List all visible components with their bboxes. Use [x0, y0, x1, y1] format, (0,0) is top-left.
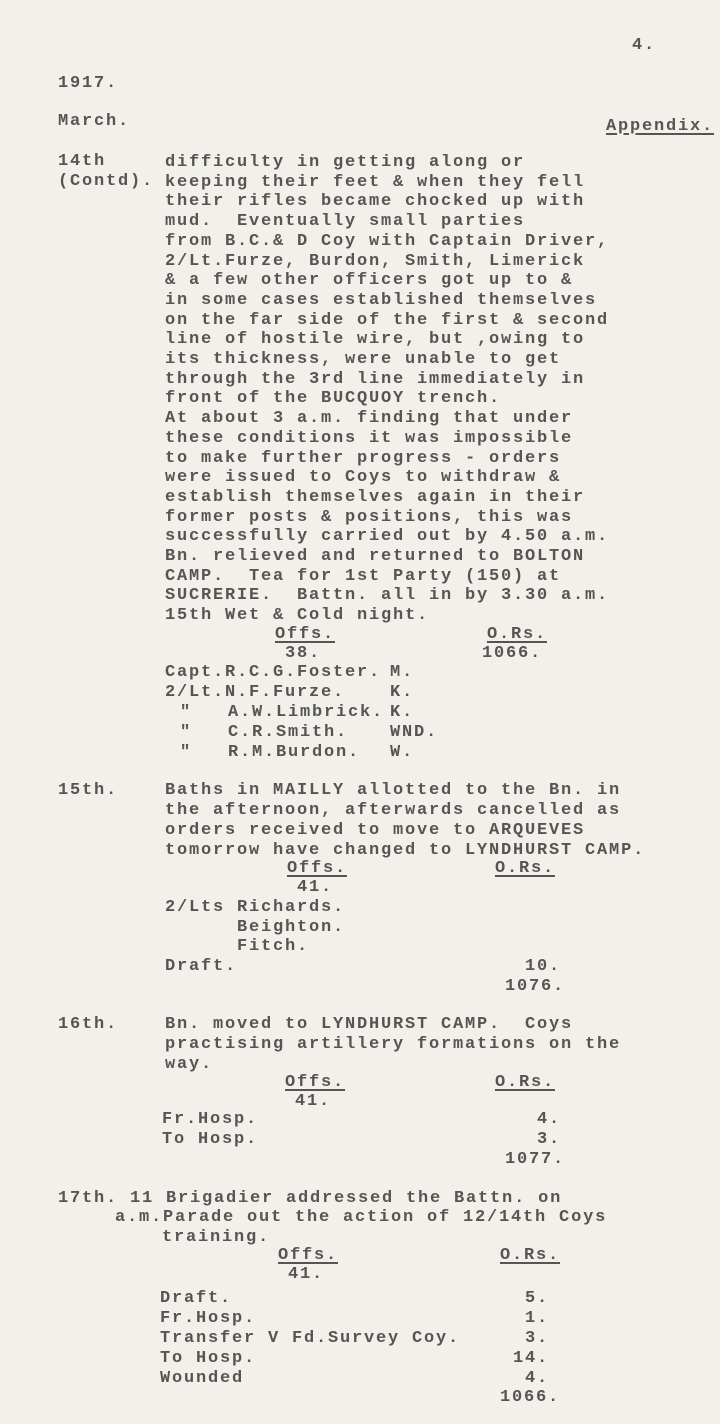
casualty-status: K. [390, 703, 415, 722]
row-value: 4. [537, 1110, 562, 1129]
row-label: To Hosp. [162, 1130, 259, 1149]
entry-line: on the far side of the first & second [165, 310, 610, 330]
casualty-status: M. [390, 663, 415, 682]
entry-line: Baths in MAILLY allotted to the Bn. in [165, 781, 622, 800]
entry-line: tomorrow have changed to LYNDHURST CAMP. [165, 841, 646, 860]
entry-line: At about 3 a.m. finding that under [165, 409, 574, 429]
month: March. [58, 112, 131, 131]
appendix-heading: Appendix. [606, 117, 715, 136]
row-label: Transfer V Fd.Survey Coy. [160, 1329, 461, 1348]
entry-line: front of the BUCQUOY trench. [165, 389, 502, 409]
ors-label: O.Rs. [500, 1246, 561, 1265]
row-label: To Hosp. [160, 1349, 257, 1368]
row-value: 5. [525, 1289, 550, 1308]
entry-line: mud. Eventually small parties [165, 212, 526, 232]
offs-label: Offs. [287, 859, 348, 878]
entry-line: difficulty in getting along or [165, 153, 526, 172]
entry-line: Bn. relieved and returned to BOLTON [165, 547, 586, 566]
officer-name: R.C.G.Foster. [225, 663, 382, 682]
entry-line: keeping their feet & when they fell [165, 172, 586, 192]
page-number: 4. [632, 36, 657, 55]
rank-prefix: Capt. [165, 663, 226, 682]
total-value: 1076. [505, 977, 566, 996]
total-value: 1077. [505, 1150, 566, 1169]
row-label: Wounded [160, 1369, 245, 1388]
date-label: 16th. [58, 1015, 119, 1034]
entry-line: orders received to move to ARQUEVES [165, 821, 586, 840]
row-label: Fr.Hosp. [160, 1309, 257, 1328]
total-value: 1066. [500, 1388, 561, 1407]
rank-prefix: 2/Lt. [165, 683, 226, 702]
date-label-contd: (Contd). [58, 172, 155, 191]
officer-name: R.M.Burdon. [228, 743, 361, 762]
casualty-status: K. [390, 683, 415, 702]
rank-prefix: " [180, 743, 193, 762]
casualty-status: WND. [390, 723, 439, 742]
entry-line: establish themselves again in their [165, 487, 586, 507]
entry-line: way. [165, 1055, 214, 1074]
entry-line: 15th Wet & Cold night. [165, 606, 430, 626]
entry-line: these conditions it was impossible [165, 428, 574, 448]
entry-line: were issued to Coys to withdraw & [165, 468, 562, 488]
offs-value: 41. [295, 1092, 332, 1111]
ors-label: O.Rs. [487, 625, 548, 644]
entry-line: former posts & positions, this was [165, 507, 574, 527]
entry-line: & a few other officers got up to & [165, 271, 574, 291]
row-value: 14. [513, 1349, 550, 1368]
entry-line: the afternoon, afterwards cancelled as [165, 801, 622, 820]
entry-line: practising artillery formations on the [165, 1035, 622, 1054]
row-label: Draft. [165, 957, 238, 976]
officer-name: C.R.Smith. [228, 723, 349, 742]
officer-name: Fitch. [237, 937, 310, 956]
officer-name: Beighton. [237, 918, 346, 937]
ors-value: 1066. [482, 644, 543, 663]
entry-line: their rifles became chocked up with [165, 192, 586, 212]
officer-name: A.W.Limbrick. [228, 703, 385, 722]
entry-line: in some cases established themselves [165, 290, 598, 310]
rank-prefix: " [180, 703, 193, 722]
year: 1917. [58, 74, 119, 93]
entry-line: from B.C.& D Coy with Captain Driver, [165, 231, 610, 251]
entry-line: 2/Lt.Furze, Burdon, Smith, Limerick [165, 251, 586, 271]
casualty-status: W. [390, 743, 415, 762]
row-label: Draft. [160, 1289, 233, 1308]
officer-name: N.F.Furze. [225, 683, 346, 702]
offs-label: Offs. [275, 625, 336, 644]
row-value: 10. [525, 957, 562, 976]
offs-label: Offs. [278, 1246, 339, 1265]
entry-line: to make further progress - orders [165, 448, 562, 468]
entry-line: successfully carried out by 4.50 a.m. [165, 527, 610, 547]
entry-line: through the 3rd line immediately in [165, 369, 586, 389]
entry-line: training. [162, 1228, 271, 1247]
date-label: 15th. [58, 781, 119, 800]
rank-prefix: " [180, 723, 193, 742]
row-value: 1. [525, 1309, 550, 1328]
entry-line: SUCRERIE. Battn. all in by 3.30 a.m. [165, 586, 610, 606]
entry-line: line of hostile wire, but ,owing to [165, 330, 586, 350]
entry-line: CAMP. Tea for 1st Party (150) at [165, 566, 562, 586]
entry-line: its thickness, were unable to get [165, 350, 562, 369]
offs-label: Offs. [285, 1073, 346, 1092]
entry-line: Bn. moved to LYNDHURST CAMP. Coys [165, 1015, 574, 1034]
ors-label: O.Rs. [495, 859, 556, 878]
entry-line: a.m.Parade out the action of 12/14th Coys [115, 1208, 608, 1227]
officer-name: Richards. [237, 898, 346, 917]
entry-line: 17th. 11 Brigadier addressed the Battn. on [58, 1189, 563, 1208]
offs-value: 38. [285, 644, 322, 663]
row-value: 3. [525, 1329, 550, 1348]
officers-prefix: 2/Lts [165, 898, 226, 917]
row-label: Fr.Hosp. [162, 1110, 259, 1129]
ors-label: O.Rs. [495, 1073, 556, 1092]
offs-value: 41. [297, 878, 334, 897]
row-value: 3. [537, 1130, 562, 1149]
row-value: 4. [525, 1369, 550, 1388]
date-label: 14th [58, 152, 107, 171]
offs-value: 41. [288, 1265, 325, 1284]
